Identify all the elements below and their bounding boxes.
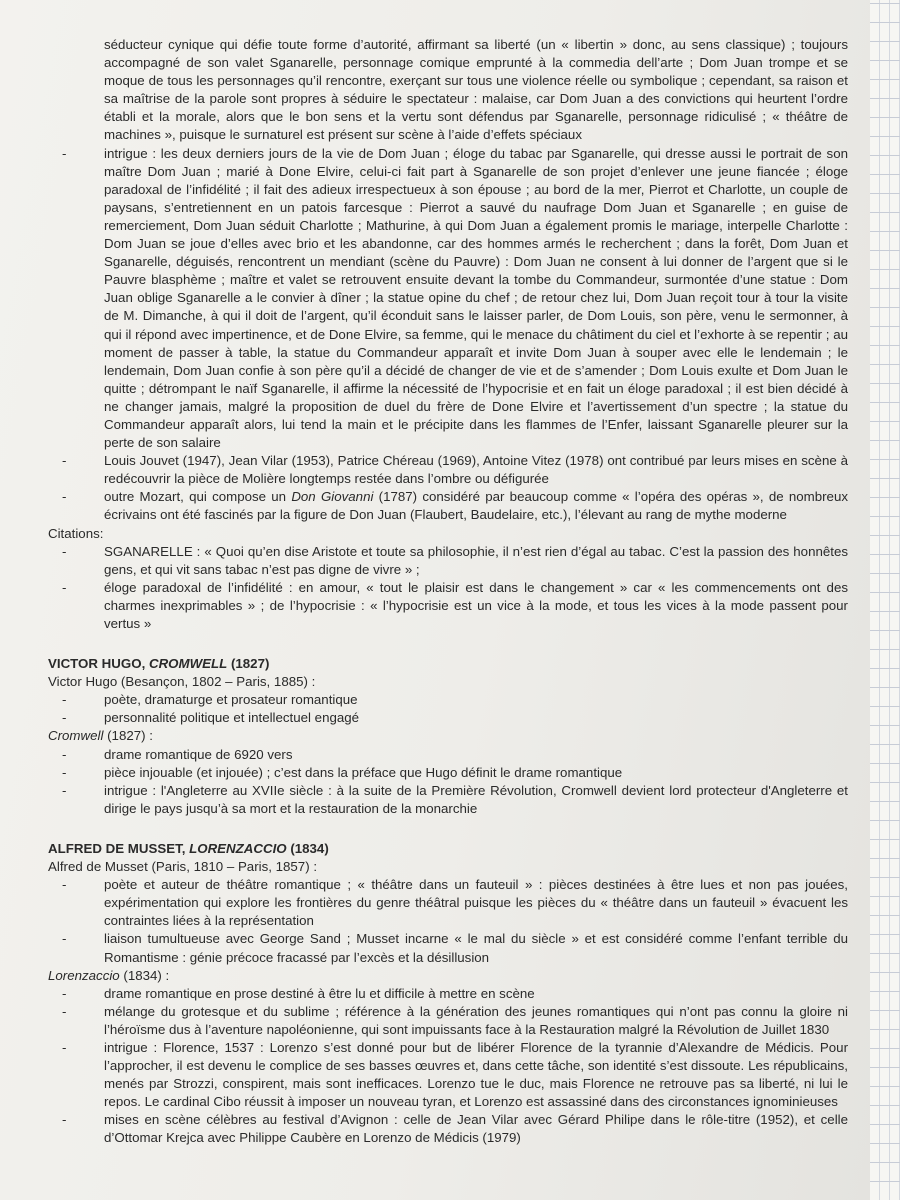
- bullet-dash: -: [62, 985, 67, 1001]
- bullet-dash: -: [62, 1003, 67, 1019]
- bullet-dash: -: [62, 710, 67, 726]
- list-item-text: intrigue : Florence, 1537 : Lorenzo s’est donné pour but de libérer Florence de la tyrannie d’Alexandre de Médicis. Pour l’approcher, il est devenu le complice de ses basses œuvres et, dans cette tâche, son identité s’est dissoute. Les républicains, menés par Strozzi, conspirent, mais sont inefficaces. Lorenzo tue le duc, mais Florence ne retrouve pas sa liberté, ni lui le repos. Le cardinal Cibo réussit à imposer un nouveau tyran, et Lorenzo est assassiné dans des circonstances ignominieuses: [104, 1039, 848, 1110]
- author-label: Alfred de Musset (Paris, 1810 – Paris, 1857) :: [48, 859, 318, 875]
- list-item-text: drame romantique de 6920 vers: [104, 746, 293, 762]
- bullet-dash: -: [62, 931, 67, 947]
- list-item: [48, 930, 848, 966]
- bullet-dash: -: [62, 877, 67, 893]
- list-item-text: liaison tumultueuse avec George Sand ; Musset incarne « le mal du siècle » et est considéré comme l’enfant terrible du Romantisme : génie précoce fracassé par l’excès et la désillusion: [104, 931, 848, 965]
- list-item: [48, 876, 848, 930]
- list-item: [48, 1111, 848, 1147]
- mozart-post: (1787) considéré par beaucoup comme « l’opéra des opéras », de nombreux écrivains ont été fascinés par la figure de Don Juan (Flaubert, Baudelaire, etc.), l’élevant au rang de mythe moderne: [104, 489, 848, 523]
- list-item: [48, 145, 848, 453]
- heading-author: VICTOR HUGO,: [48, 656, 149, 672]
- mozart-pre: outre Mozart, qui compose un: [104, 489, 292, 505]
- list-item: [48, 746, 848, 764]
- heading-year: (1827): [227, 656, 270, 672]
- work-label: [48, 727, 848, 745]
- list-item: [48, 764, 848, 782]
- grid-paper-edge: [870, 0, 900, 1200]
- dom-juan-mises-en-scene: Louis Jouvet (1947), Jean Vilar (1953), Patrice Chéreau (1969), Antoine Vitez (1978) ont contribué par leurs mises en scène à redécouvrir la pièce de Molière longtemps restée dans l’ombre ou défigurée: [104, 453, 848, 487]
- list-item: [48, 1003, 848, 1039]
- list-item-text: intrigue : l'Angleterre au XVIIe siècle : à la suite de la Première Révolution, Cromwell devient lord protecteur d'Angleterre et dirige le pays jusqu’à sa mort et la restauration de la monarchie: [104, 782, 848, 816]
- list-item: [48, 782, 848, 818]
- bullet-dash: -: [62, 1039, 67, 1055]
- bullet-dash: -: [62, 579, 67, 595]
- work-year: (1834) :: [119, 967, 170, 983]
- citations-label: Citations:: [48, 525, 104, 541]
- list-item: [48, 452, 848, 488]
- bullet-dash: -: [62, 746, 67, 762]
- dom-juan-description: séducteur cynique qui défie toute forme d’autorité, affirmant sa liberté (un « libertin » donc, au sens classique) ; toujours accompagné de son valet Sganarelle, personnage comique emprunté à la commedia dell’arte ; Dom Juan trompe et se moque de tous les personnages qu’il rencontre, exerçant sur tous une violence réelle ou symbolique ; cependant, sa raison et sa maîtrise de la parole sont propres à séduire le spectateur : malaise, car Dom Juan a des convictions qui heurtent l’ordre établi et la morale, alors que le bon sens et la vertu sont défendus par Sganarelle, personnage ridiculisé ; « théâtre de machines », puisque le surnaturel est présent sur scène à l’aide d’effets spéciaux: [104, 37, 848, 143]
- document-text: [48, 36, 848, 1148]
- list-item-text: poète et auteur de théâtre romantique ; « théâtre dans un fauteuil » : pièces destinées à être lues et non pas jouées, expérimentation qui explore les frontières du genre théâtral puisque les pièces du « théâtre dans un fauteuil » évacuent les contraintes liées à la représentation: [104, 877, 848, 929]
- section-heading-hugo: [48, 655, 848, 673]
- dom-juan-intrigue: intrigue : les deux derniers jours de la vie de Dom Juan ; éloge du tabac par Sganarelle, qui dresse aussi le portrait de son maître Dom Juan ; marié à Done Elvire, celui-ci fait part à Sganarelle de son projet d’enlever une jeune fiancée ; éloge paradoxal de l’infidélité ; il fait des adieux irrespectueux à son épouse ; au bord de la mer, Pierrot et Charlotte, un couple de paysans, s’entretiennent en un patois farcesque : Pierrot a sauvé du naufrage Dom Juan et Sganarelle ; en guise de remerciement, Dom Juan séduit Charlotte ; Mathurine, à qui Dom Juan a également promis le mariage, interpelle Charlotte : Dom Juan se joue d’elles avec brio et les abandonne, car des hommes armés le recherchent ; dans la forêt, Dom Juan et Sganarelle, déguisés, rencontrent un mendiant (scène du Pauvre) : Dom Juan ne consent à lui donner de l’argent que si le Pauvre blasphème ; maître et valet se retrouvent ensuite devant la tombe du Commandeur, surmontée d’une statue : Dom Juan oblige Sganarelle a le convier à dîner ; la statue opine du chef ; de retour chez lui, Dom Juan reçoit tour à tour la visite de M. Dimanche, à qui il doit de l’argent, qu’il éconduit sans le laisser parler, de Dom Louis, son père, venu le sermonner, à qui il répond avec impertinence, et de Done Elvire, sa femme, qui le menace du châtiment du ciel et l’exhorte à se repentir ; au moment de passer à table, la statue du Commandeur apparaît et invite Dom Juan à souper avec elle le lendemain ; le lendemain, Dom Juan confie à son père qu’il a décidé de changer de vie et de s’amender ; Dom Louis exulte et Dom Juan le quitte ; détrompant le naïf Sganarelle, il affirme la nécessité de l’hypocrisie et en fait un éloge paradoxal ; il est bien décidé à ne changer jamais, malgré la proposition de duel du frère de Done Elvire et l’avertissement d’un spectre ; la statue du Commandeur apparaît alors, lui tend la main et le précipite dans les flammes de l’Enfer, laissant Sganarelle pleurer sur la perte de son salaire: [104, 145, 848, 451]
- work-label: [48, 967, 848, 985]
- list-item: [48, 709, 848, 727]
- bullet-dash: -: [62, 453, 67, 469]
- list-item-text: drame romantique en prose destiné à être lu et difficile à mettre en scène: [104, 985, 535, 1001]
- list-item-text: poète, dramaturge et prosateur romantique: [104, 692, 358, 708]
- list-item-text: mélange du grotesque et du sublime ; référence à la génération des jeunes romantiques qui n’ont pas connu la gloire ni l’héroïsme dus à l’aventure napoléonienne, qui sont impuissants face à la Restauration malgré la Révolution de Juillet 1830: [104, 1003, 848, 1037]
- work-title: Lorenzaccio: [48, 967, 120, 983]
- bullet-dash: -: [62, 1112, 67, 1128]
- list-item-text: mises en scène célèbres au festival d’Avignon : celle de Jean Vilar avec Gérard Philipe dans le rôle-titre (1952), et celle d’Ottomar Krejca avec Philippe Caubère en Lorenzo de Médicis (1979): [104, 1112, 848, 1146]
- bullet-dash: -: [62, 782, 67, 798]
- list-item: [48, 543, 848, 579]
- heading-author: ALFRED DE MUSSET,: [48, 840, 190, 856]
- bullet-dash: -: [62, 145, 67, 161]
- work-title: Cromwell: [48, 728, 104, 744]
- list-item: [48, 488, 848, 524]
- list-item: [48, 985, 848, 1003]
- bullet-dash: -: [62, 543, 67, 559]
- work-year: (1827) :: [103, 728, 153, 744]
- list-item-text: personnalité politique et intellectuel engagé: [104, 710, 360, 726]
- heading-title: LORENZACCIO: [189, 840, 287, 856]
- author-label: Victor Hugo (Besançon, 1802 – Paris, 1885) :: [48, 674, 316, 690]
- bullet-dash: -: [62, 489, 67, 505]
- list-item: [48, 579, 848, 633]
- heading-title: CROMWELL: [148, 656, 228, 672]
- list-item-text: pièce injouable (et injouée) ; c’est dans la préface que Hugo définit le drame romantique: [104, 764, 623, 780]
- citation: SGANARELLE : « Quoi qu’en dise Aristote et toute sa philosophie, il n’est rien d’égal au tabac. C’est la passion des honnêtes gens, et qui vit sans tabac n’est pas digne de vivre » ;: [104, 543, 848, 577]
- bullet-dash: -: [62, 764, 67, 780]
- heading-year: (1834): [286, 840, 329, 856]
- list-item: [48, 691, 848, 709]
- bullet-dash: -: [62, 692, 67, 708]
- list-item: [48, 1039, 848, 1111]
- section-heading-musset: [48, 840, 848, 858]
- citation: éloge paradoxal de l’infidélité : en amour, « tout le plaisir est dans le changement » car « les commencements ont des charmes inexprimables » ; de l’hypocrisie : « l’hypocrisie est un vice à la mode, et tous les vices à la mode passent pour vertus »: [104, 579, 848, 631]
- mozart-title: Don Giovanni: [291, 489, 374, 505]
